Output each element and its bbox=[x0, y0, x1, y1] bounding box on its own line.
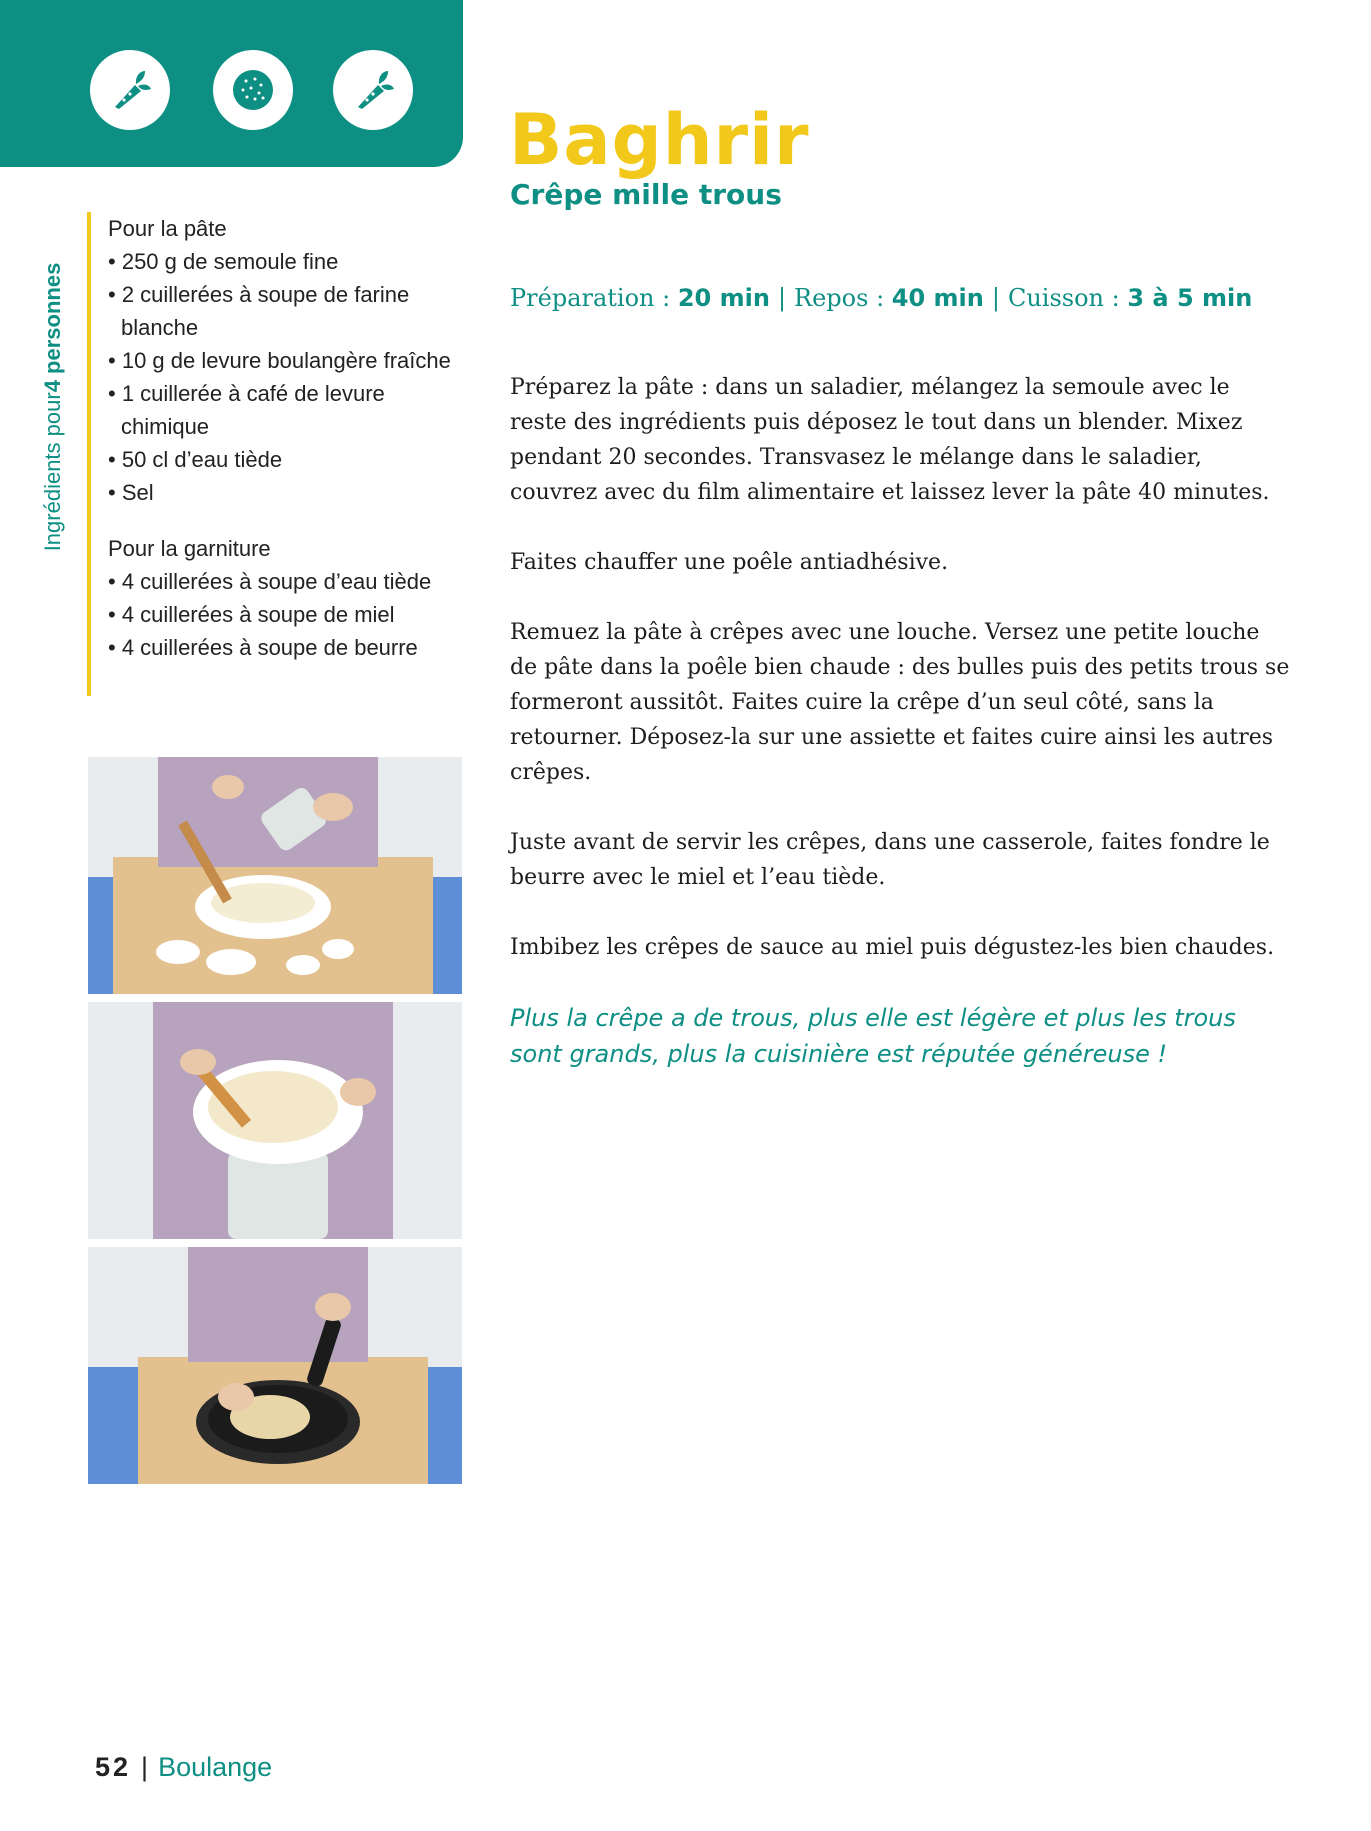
cook-label: Cuisson : bbox=[1007, 284, 1128, 312]
prep-label: Préparation : bbox=[510, 284, 678, 312]
ingredients-list bbox=[108, 212, 468, 687]
ingredient-item: • 50 cl d’eau tiède bbox=[108, 443, 468, 476]
rest-value: 40 min bbox=[891, 284, 984, 312]
ingredients-divider bbox=[87, 212, 91, 696]
instruction-step: Faites chauffer une poêle antiadhésive. bbox=[510, 550, 949, 575]
instruction-step: Imbibez les crêpes de sauce au miel puis dégustez-les bien chaudes. bbox=[510, 935, 1275, 960]
vegetable-icon bbox=[90, 50, 170, 130]
instruction-step: Préparez la pâte : dans un saladier, mélangez la semoule avec le reste des ingrédients puis déposez le tout dans un blender. Mixez pendant 20 secondes. Transvasez le mélange dans le saladier, couvrez avec du film alimentaire et laissez lever la pâte 40 minutes. bbox=[510, 375, 1270, 505]
instruction-step: Juste avant de servir les crêpes, dans une casserole, faites fondre le beurre avec le miel et l’eau tiède. bbox=[510, 830, 1270, 890]
recipe-tip: Plus la crêpe a de trous, plus elle est légère et plus les trous sont grands, plus la cuisinière est réputée généreuse ! bbox=[510, 1004, 1236, 1068]
times-separator: | bbox=[991, 284, 1000, 312]
header-banner bbox=[0, 0, 463, 167]
ingredient-item: • 4 cuillerées à soupe d’eau tiède bbox=[108, 565, 468, 598]
vegetable-icon bbox=[333, 50, 413, 130]
photo-frying-pan bbox=[88, 1247, 462, 1484]
recipe-instructions bbox=[510, 370, 1290, 1107]
ingredients-heading: Pour la pâte bbox=[108, 216, 227, 241]
page-number: 52 bbox=[95, 1752, 132, 1782]
ingredient-item: • Sel bbox=[108, 476, 468, 509]
section-name: Boulange bbox=[158, 1752, 273, 1782]
servings-count: 4 personnes bbox=[40, 262, 65, 393]
recipe-subtitle: Crêpe mille trous bbox=[510, 178, 782, 211]
ingredients-garniture bbox=[108, 532, 468, 664]
photo-blender bbox=[88, 1002, 462, 1239]
servings-prefix: Ingrédients pour bbox=[40, 392, 65, 552]
rest-label: Repos : bbox=[794, 284, 892, 312]
ingredients-pate bbox=[108, 212, 468, 509]
servings-label bbox=[38, 222, 68, 592]
instruction-step: Remuez la pâte à crêpes avec une louche. Versez une petite louche de pâte dans la poêle bien chaude : des bulles puis des petits trous se formeront aussitôt. Faites cuire la crêpe d’un seul côté, sans la retourner. Déposez-la sur une assiette et faites cuire ainsi les autres crêpes. bbox=[510, 620, 1290, 785]
ingredients-heading: Pour la garniture bbox=[108, 536, 271, 561]
ingredient-item: • 4 cuillerées à soupe de miel bbox=[108, 598, 468, 631]
prep-value: 20 min bbox=[677, 284, 770, 312]
ingredient-item: • 10 g de levure boulangère fraîche bbox=[108, 344, 468, 377]
step-photos bbox=[88, 757, 462, 1492]
photo-mixing-bowl bbox=[88, 757, 462, 994]
footer-separator: | bbox=[141, 1752, 149, 1782]
ingredient-item: • 2 cuillerées à soupe de farine blanche bbox=[108, 278, 468, 344]
page-footer bbox=[95, 1752, 272, 1783]
ingredient-item: • 4 cuillerées à soupe de beurre bbox=[108, 631, 468, 664]
ingredient-item: • 1 cuillerée à café de levure chimique bbox=[108, 377, 468, 443]
ingredient-item: • 250 g de semoule fine bbox=[108, 245, 468, 278]
times-separator: | bbox=[777, 284, 787, 312]
semolina-icon bbox=[213, 50, 293, 130]
cook-value: 3 à 5 min bbox=[1127, 284, 1253, 312]
recipe-times bbox=[510, 284, 1252, 312]
recipe-title: Baghrir bbox=[509, 99, 810, 181]
